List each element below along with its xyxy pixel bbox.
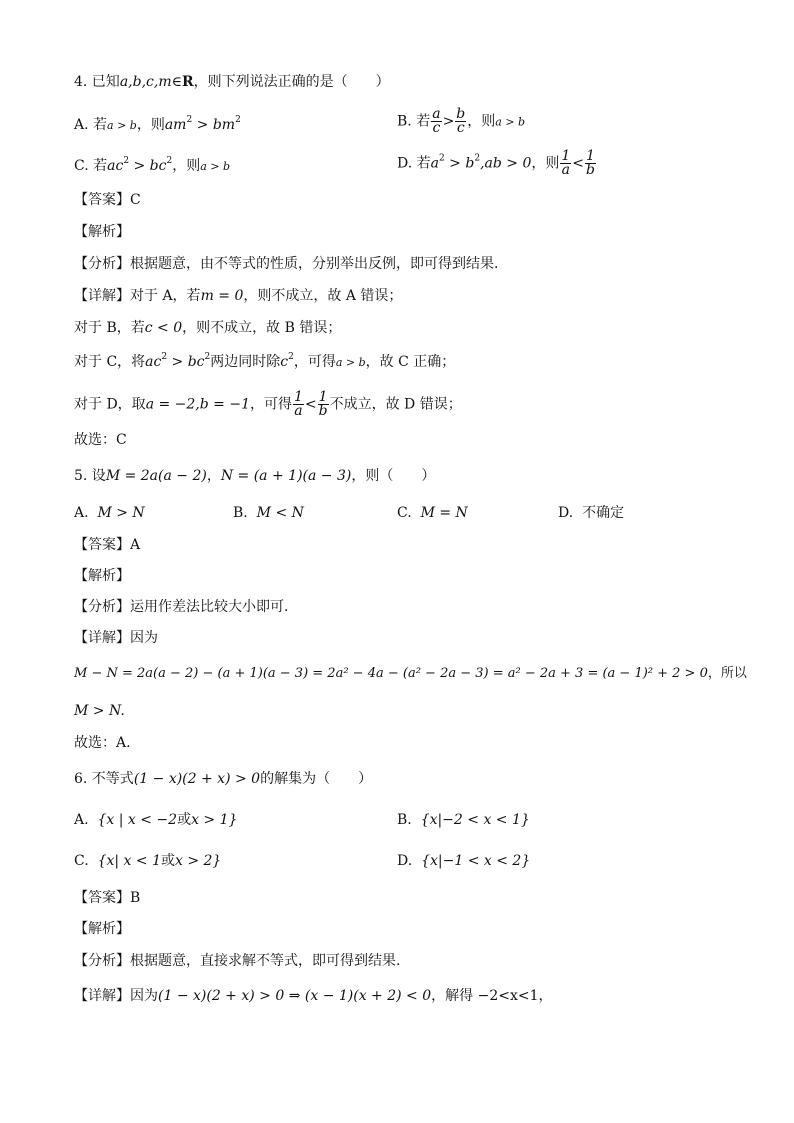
q4-detail-a: 【详解】对于 A，若m = 0，则不成立，故 A 错误； xyxy=(74,288,403,304)
q4-option-d: D. 若$a^2 > b^2,ab > 0$，则 $\frac{1}{a}$ < $\frac{1}{b}$ xyxy=(397,148,595,178)
q6-stem: 6. 不等式(1 − x)(2 + x) > 0的解集为（ ） xyxy=(74,771,373,787)
q5-xiangjie: 【详解】因为 xyxy=(74,630,158,646)
q4-answer: 【答案】C xyxy=(74,192,141,208)
q5-answer: 【答案】A xyxy=(74,537,141,553)
q4-option-c: C. 若$ac^2 > bc^2$，则a > b xyxy=(74,156,231,174)
q4-fenxi: 【分析】根据题意，由不等式的性质，分别举出反例，即可得到结果. xyxy=(74,256,499,272)
q5-calc: M − N = 2a(a − 2) − (a + 1)(a − 3) = 2a² − 4a − (a² − 2a − 3) = a² − 2a + 3 = (a − 1)² + 2 > 0，所以 xyxy=(74,666,747,681)
q6-option-a: A. {x | x < −2或x > 1} xyxy=(74,812,238,828)
q6-fenxi: 【分析】根据题意，直接求解不等式，即可得到结果. xyxy=(74,953,401,969)
q4-detail-c: 对于 C，将$ac^2 > bc^2$两边同时除$c^2$，可得a > b，故 C 正确； xyxy=(74,352,456,370)
q6-jiexi: 【解析】 xyxy=(74,921,130,937)
q4-option-b: B. 若 $\frac{a}{c}$ > $\frac{b}{c}$ ，则a > b xyxy=(397,106,526,136)
q4-detail-b: 对于 B，若c < 0，则不成立，故 B 错误； xyxy=(74,320,342,336)
q6-xiangjie: 【详解】因为(1 − x)(2 + x) > 0 ⇒ (x − 1)(x + 2) < 0，解得 −2<x<1， xyxy=(74,988,553,1004)
q5-choose: 故选：A. xyxy=(74,735,131,751)
q6-option-c: C. {x| x < 1或x > 2} xyxy=(74,853,222,869)
q4-detail-d: 对于 D，取a = −2,b = −1，可得 $\frac{1}{a}$ < $\frac{1}{b}$ 不成立，故 D 错误； xyxy=(74,389,462,419)
q4-option-a: A. 若a > b，则$am^2 > bm^2$ xyxy=(74,115,241,133)
q5-fenxi: 【分析】运用作差法比较大小即可. xyxy=(74,599,289,615)
q6-answer: 【答案】B xyxy=(74,890,141,906)
q5-stem: 5. 设M = 2a(a − 2)，N = (a + 1)(a − 3)，则（ ） xyxy=(74,468,436,484)
q5-option-c: C. M = N xyxy=(397,505,468,521)
q5-option-a: A. M > N xyxy=(74,505,145,521)
q6-option-d: D. {x|−1 < x < 2} xyxy=(397,853,531,869)
q5-jiexi: 【解析】 xyxy=(74,568,130,584)
q4-jiexi: 【解析】 xyxy=(74,224,130,240)
q5-conclusion: M > N. xyxy=(74,703,125,719)
q5-option-d: D. 不确定 xyxy=(558,505,625,521)
q4-choose: 故选：C xyxy=(74,432,127,448)
q5-option-b: B. M < N xyxy=(233,505,304,521)
q4-stem: 4. 已知a,b,c,m∈R，则下列说法正确的是（ ） xyxy=(74,74,390,90)
q6-option-b: B. {x|−2 < x < 1} xyxy=(397,812,530,828)
